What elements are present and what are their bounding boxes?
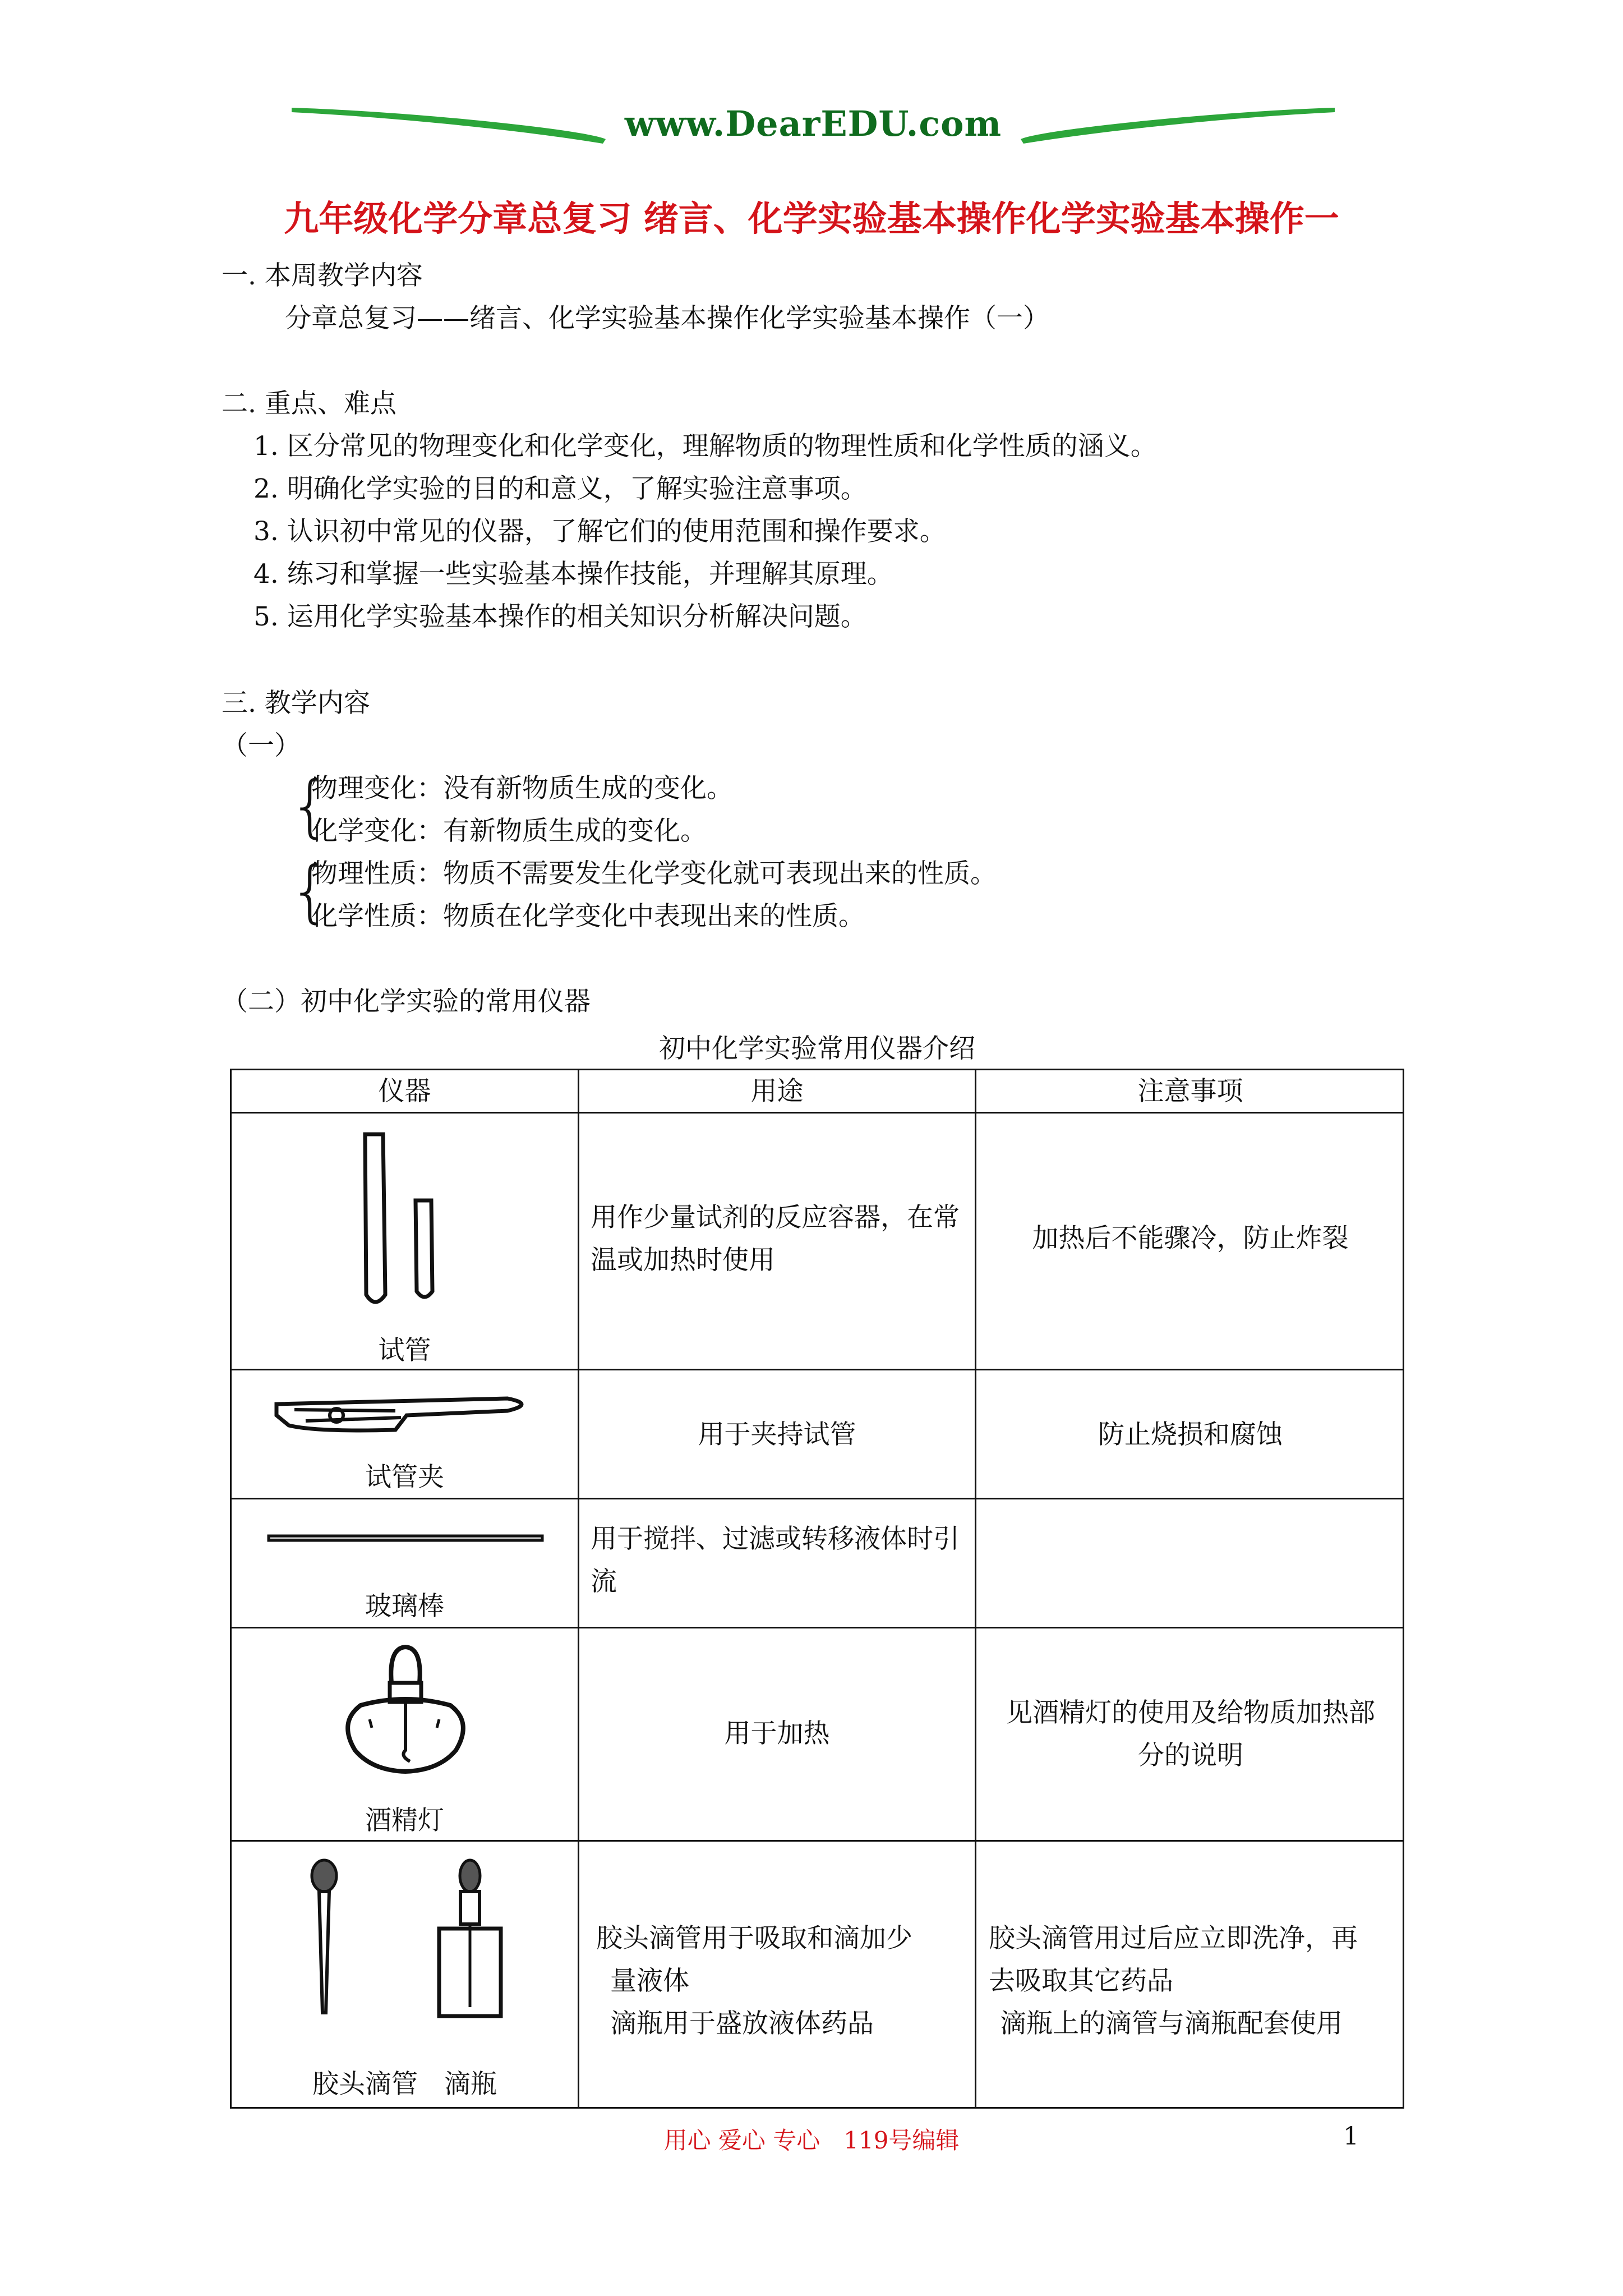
list-item: 5. 运用化学实验基本操作的相关知识分析解决问题。: [253, 601, 867, 632]
instrument-note: 见酒精灯的使用及给物质加热部分的说明: [1006, 1697, 1375, 1771]
header-use: 用途: [750, 1076, 804, 1107]
instrument-note-line: 胶头滴管用过后应立即洗净，再: [989, 1923, 1358, 1954]
brace-icon: {: [289, 767, 332, 845]
dropper-icon: [305, 1856, 344, 2024]
definition-physical-property: 物理性质：物质不需要发生化学变化就可表现出来的性质。: [311, 858, 997, 889]
instrument-use: 用于夹持试管: [698, 1419, 856, 1450]
alcohol-lamp-icon: [338, 1644, 473, 1784]
test-tube-icon: [355, 1131, 456, 1316]
instrument-note-line: 去吸取其它药品: [989, 1966, 1173, 1996]
definition-chemical-property: 化学性质：物质在化学变化中表现出来的性质。: [311, 901, 865, 932]
list-item: 4. 练习和掌握一些实验基本操作技能，并理解其原理。: [253, 559, 893, 590]
instrument-note: 防止烧损和腐蚀: [1098, 1419, 1283, 1450]
list-item: 1. 区分常见的物理变化和化学变化，理解物质的物理性质和化学性质的涵义。: [253, 431, 1157, 462]
section-1-heading: 一. 本周教学内容: [222, 260, 423, 291]
instrument-name: 试管: [378, 1335, 431, 1366]
instrument-use-line: 滴瓶用于盛放液体药品: [610, 2008, 874, 2039]
glass-rod-icon: [265, 1529, 546, 1546]
header-instrument: 仪器: [378, 1076, 431, 1107]
section-3-sub1: （一）: [222, 730, 301, 761]
page-number: 1: [1343, 2122, 1359, 2151]
instrument-name: 胶头滴管 滴瓶: [312, 2069, 497, 2100]
brace-icon: {: [289, 853, 332, 931]
instrument-use-line: 量液体: [610, 1966, 689, 1996]
site-url[interactable]: www.DearEDU.com: [624, 103, 1002, 144]
definition-physical-change: 物理变化：没有新物质生成的变化。: [311, 773, 733, 804]
header-notes: 注意事项: [1137, 1076, 1243, 1107]
section-3-sub2: （二）初中化学实验的常用仪器: [222, 986, 591, 1017]
table-caption: 初中化学实验常用仪器介绍: [659, 1033, 975, 1064]
definition-chemical-change: 化学变化：有新物质生成的变化。: [311, 816, 707, 846]
section-2-heading: 二. 重点、难点: [222, 388, 396, 419]
instrument-use: 用于搅拌、过滤或转移液体时引流: [591, 1524, 960, 1597]
section-1-body: 分章总复习——绪言、化学实验基本操作化学实验基本操作（一）: [285, 303, 1049, 334]
instrument-use: 用作少量试剂的反应容器，在常温或加热时使用: [591, 1202, 960, 1276]
instrument-note: 加热后不能骤冷，防止炸裂: [1032, 1223, 1349, 1254]
dropping-bottle-icon: [422, 1856, 518, 2024]
test-tube-clamp-icon: [272, 1382, 541, 1443]
list-item: 2. 明确化学实验的目的和意义，了解实验注意事项。: [253, 473, 867, 504]
site-banner: [292, 95, 1335, 157]
instrument-use: 用于加热: [724, 1718, 830, 1749]
list-item: 3. 认识初中常见的仪器，了解它们的使用范围和操作要求。: [253, 516, 946, 547]
section-3-heading: 三. 教学内容: [222, 688, 370, 719]
instrument-name: 酒精灯: [365, 1805, 444, 1836]
page-footer: 用心 爱心 专心 119号编辑: [663, 2127, 960, 2154]
instrument-name: 玻璃棒: [365, 1591, 444, 1622]
instrument-table: [230, 1069, 1404, 2109]
page-title: 九年级化学分章总复习 绪言、化学实验基本操作化学实验基本操作一: [284, 198, 1339, 239]
instrument-name: 试管夹: [365, 1462, 444, 1493]
instrument-use-line: 胶头滴管用于吸取和滴加少: [596, 1923, 912, 1954]
instrument-note-line: 滴瓶上的滴管与滴瓶配套使用: [1000, 2008, 1343, 2039]
